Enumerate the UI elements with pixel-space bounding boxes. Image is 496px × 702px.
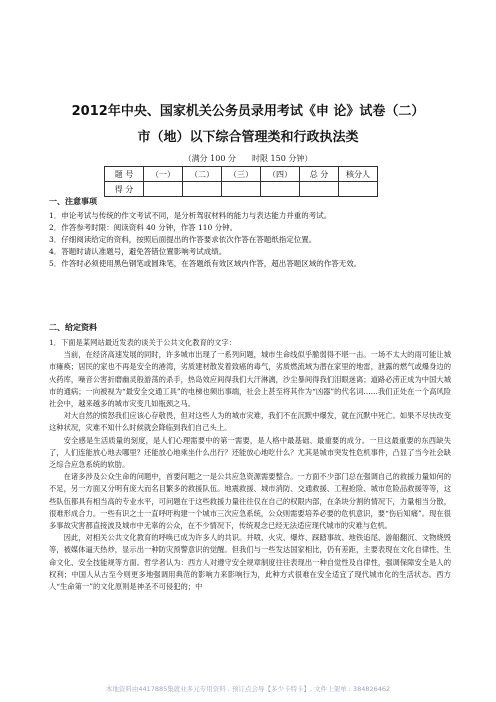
material-paragraph: 在诸多涉及公众生命的问题中，首要问题之一是公共应急资源需要整合。一方面不少部门总在强调自己的救援力量如何的不足，另一方面又分明有庞大而名目繁多的救援队伍。地震救援、城市消防、交通救援、工程抢险、城市危险品救援等等，这些队伍都具有相当高的专业水平，可问题在于这些救援力量往往仅在自己的权限内部，在条块分割的情况下，力量相当分散，很难形成合力。一些有识之士一直呼吁构建一个城市三次应急系统，公众则需要培养必要的危机意识，要“伤后知痛”。现在很多事故灾害都直接波及城市中无辜的公众，在不少情况下，传统观念已经无法适应现代城市的灾难与危机。 [49,472,451,531]
document-title: 2012年中央、国家机关公务员录用考试《申 论》试卷（二） [71,104,425,119]
page-footer: 本地资料由4417885集就业多元专用资料 , 预订点会导【多少卡特卡】, 文件上架单 : 384826462 [105,685,391,693]
score-header-cell: （三） [222,167,261,182]
note-item: 2．作答参考时限：阅读资料 40 分钟，作答 110 分钟。 [49,223,238,232]
score-cell [183,182,222,197]
material-paragraph: 当前，在经济高速发展的同时，许多城市出现了一系列问题，城市生命线似乎脆弱得不堪一击。一场不太大的雨可能让城市瘫痪；居民的家也不再是安全的港湾，劣质建材散发着致癌的毒气，劣质燃流域为潜在家里的地雷，泄露的燃气或爆身边的火药库，噪音公害折磨幽灵般游荡的杀手，热岛效应间得我们大汗淋漓，沙尘暴间得我们泪眼迷离；道路必涝正成为中国大城市的通病；一向被视为“最安全交通工具”的电梯也频出事端，社会上甚至将其作为“凶器”的代名词……我们正处在一个高风险社会中，越来越多的城市灾变几如瓶颈之马。 [49,350,451,409]
score-cell [261,182,300,197]
materials-body [49,337,451,593]
score-table [104,166,378,197]
document-subtitle-category: 市（地）以下综合管理类和行政执法类 [137,130,359,145]
score-table-score-row [105,182,378,197]
score-cell [339,182,378,197]
note-item: 1．申论考试与传统的作文考试不同，是分析驾驭材料的能力与表达能力并重的考试。 [49,211,332,220]
material-paragraph: 因此，对相关公共文化教育的呼唤已成为许多人的共识。井喷、火灾、爆炸、踩踏事故、地铁追尾、游船翻沉、文物烧毁等，被媒体逼天热炒，显示出一种防灾预警意识的觉醒。但我们与一些发达国家相比，仍有差距，主要表现在文化自律性、生命文化、安全技能规等方面。哲学者认为：西方人对遵守安全规章制度往往表现出一种自觉性及自律性，强调保障安全是人的权利；中国人从古至今则更多地强调用典范的影响力来影响行为，此种方式很难在安全适宜了现代城市化的生活状态。西方人“生命第一”的文化原则是神圣不可侵犯的；中 [49,533,451,592]
score-header-cell: 核分人 [339,167,378,182]
section-heading-materials: 二、给定资料 [49,323,97,332]
score-header-cell: （一） [144,167,183,182]
score-row-label: 得 分 [105,182,144,197]
material-paragraph: 对大自然的愤怒我们应该心存敬畏，但对这些人为的城市灾难，我们不在沉默中爆发，就在沉默中死亡。如果不尽快改变这种状况，灾难不知什么时候就会降临到我们自己头上。 [49,411,451,433]
score-table-header-row [105,167,378,182]
note-item: 5．作答时必须使用黑色钢笔或圆珠笔，在答题纸有效区域内作答，超出答题区域的作答无效。 [49,259,362,268]
score-cell [300,182,339,197]
material-paragraph: 安全感是生活质量的刻度，是人们心理需要中的第一需要，是人格中最基础、最重要的成分。一旦这最重要的东西缺失了，人们连能放心地去哪里？还能放心地乘坐什么出行？还能放心地吃什么？尤其是城市突发性危机事件，凸显了当今社会缺乏综合应急系统的软肋。 [49,435,451,470]
note-item: 4．答题时请认准题号，避免答错位置影响考试成绩。 [49,247,227,256]
score-header-cell: （四） [261,167,300,182]
score-header-cell: 总 分 [300,167,339,182]
score-header-cell: 题 号 [105,167,144,182]
section-heading-notes: 一、注意事项 [49,197,97,206]
material-paragraph: 1．下面是某网站最近发表的谈关于公共文化教育的文字： [49,338,237,347]
score-cell [144,182,183,197]
note-item: 3．仔细阅读给定的资料，按照后面提出的作答要求依次作答在答题纸指定位置。 [49,235,317,244]
score-header-cell: （二） [183,167,222,182]
notes-list [49,210,449,270]
exam-time-info: （满分 100 分 时限 150 分钟） [183,154,313,163]
score-cell [222,182,261,197]
